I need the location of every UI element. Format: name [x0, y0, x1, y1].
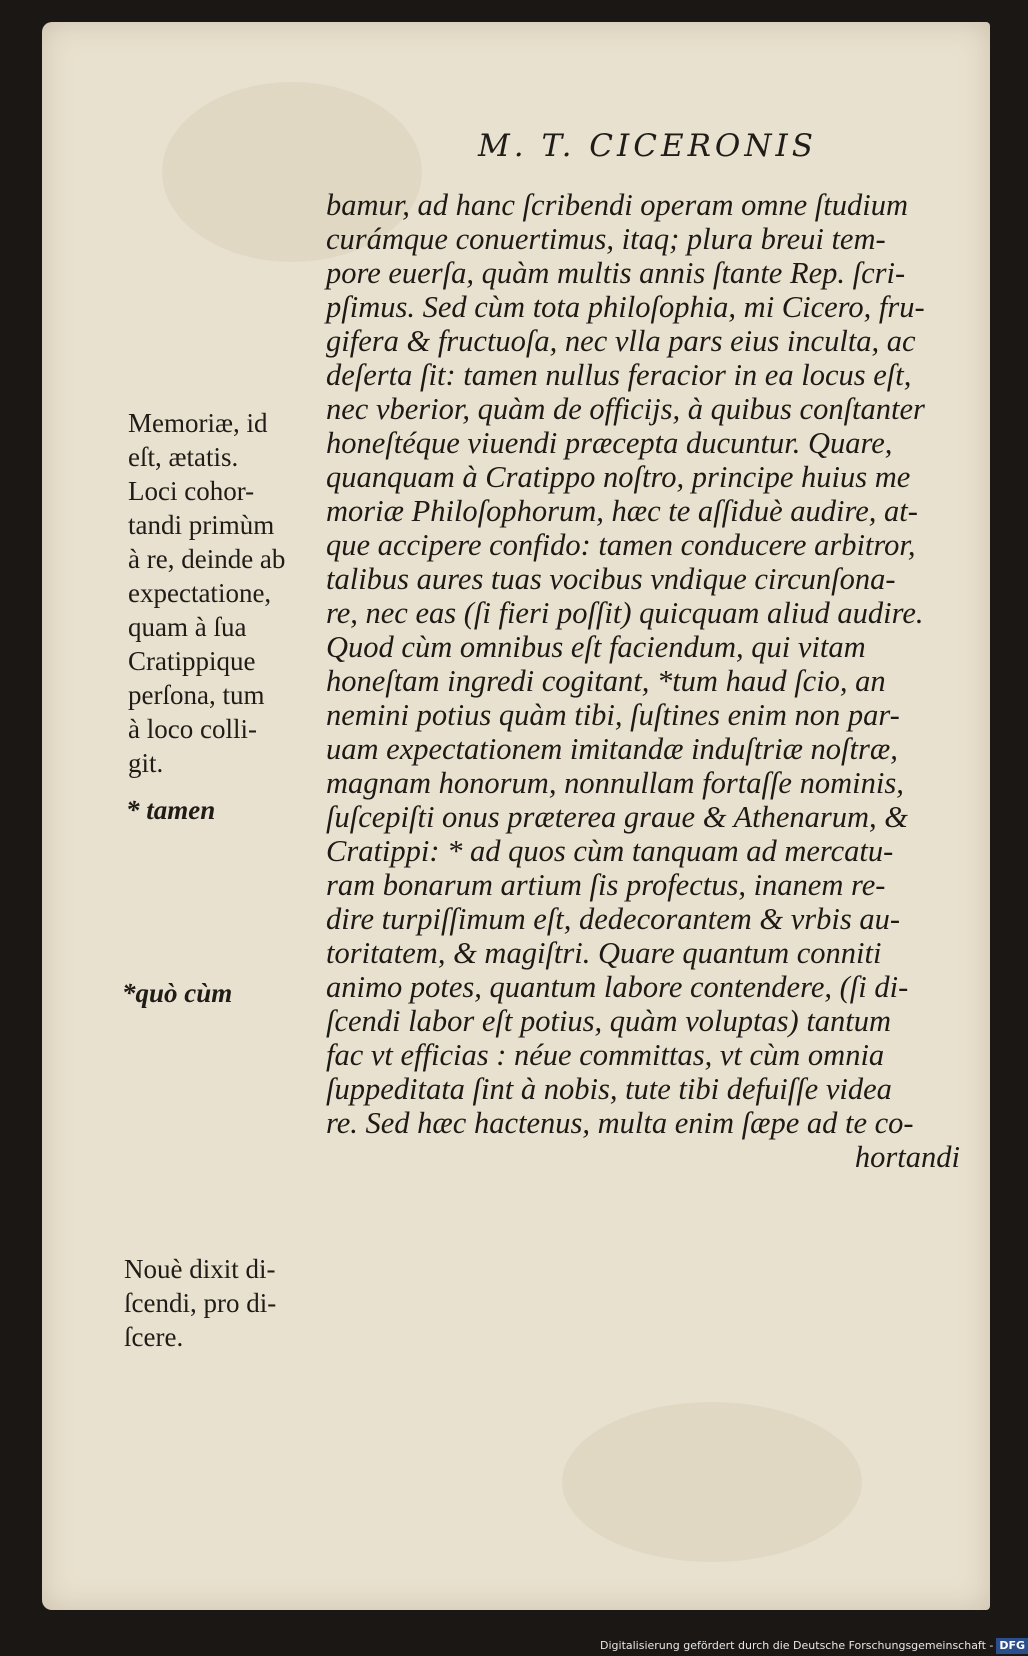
text-line: Cratippi: * ad quos cùm tanquam ad mercatu- [326, 834, 894, 868]
marginal-note-line: quam à ſua [128, 612, 247, 642]
text-line: nemini potius quàm tibi, ſuſtines enim non par- [326, 698, 900, 732]
text-line: ram bonarum artium ſis profectus, inanem re- [326, 868, 886, 902]
marginal-note [128, 406, 318, 780]
marginal-note-line: perſona, tum [128, 680, 265, 710]
text-line: fac vt efficias : néue committas, vt cùm omnia [326, 1038, 885, 1072]
marginal-note-line: Cratippique [128, 646, 256, 676]
text-line: que accipere confido: tamen conducere arbitror, [326, 528, 916, 562]
text-line: honeſtam ingredi cogitant, *tum haud ſcio, an [326, 664, 886, 698]
marginal-note-line: ſcere. [124, 1322, 184, 1352]
text-line: moriæ Philoſophorum, hæc te aſſiduè audire, at- [326, 494, 918, 528]
text-line: pore euerſa, quàm multis annis ſtante Rep. ſcri- [326, 256, 906, 290]
text-line: honeſtéque viuendi præcepta ducuntur. Quare, [326, 426, 893, 460]
text-line: quanquam à Cratippo noſtro, principe huius me [326, 460, 911, 494]
text-line: curámque conuertimus, itaq; plura breui tem- [326, 222, 886, 256]
marginal-note-line: expectatione, [128, 578, 272, 608]
marginal-note-line: eſt, ætatis. [128, 442, 239, 472]
text-line: toritatem, & magiſtri. Quare quantum conniti [326, 936, 882, 970]
digitization-credit [600, 1635, 1026, 1656]
text-line: deſerta ſit: tamen nullus feracior in ea locus eſt, [326, 358, 912, 392]
marginal-note-line: à re, deinde ab [128, 544, 286, 574]
marginal-note [124, 1252, 314, 1354]
text-line: bamur, ad hanc ſcribendi operam omne ſtudium [326, 188, 908, 222]
dfg-logo: DFG [996, 1638, 1028, 1654]
marginal-note-line: *quò cùm [122, 978, 233, 1008]
text-line: uam expectationem imitandæ induſtriæ noſtræ, [326, 732, 898, 766]
marginal-note-line: * tamen [126, 795, 216, 825]
text-line: animo potes, quantum labore contendere, (ſi di- [326, 970, 909, 1004]
text-line: nec vberior, quàm de officijs, à quibus conſtanter [326, 392, 925, 426]
marginal-variant-note [122, 976, 312, 1010]
text-line: talibus aures tuas vocibus vndique circunſona- [326, 562, 896, 596]
text-line: re, nec eas (ſi fieri poſſit) quicquam aliud audire. [326, 596, 924, 630]
credit-text: Digitalisierung gefördert durch die Deutsche Forschungsgemeinschaft - [600, 1639, 994, 1652]
marginal-note-line: tandi primùm [128, 510, 275, 540]
paper-stain [562, 1402, 862, 1562]
text-line: ſuppeditata ſint à nobis, tute tibi defuiſſe videa [326, 1072, 892, 1106]
marginal-note-line: Memoriæ, id [128, 408, 268, 438]
text-line: magnam honorum, nonnullam fortaſſe nominis, [326, 766, 904, 800]
marginal-note-line: git. [128, 748, 164, 778]
marginal-note-line: Nouè dixit di- [124, 1254, 276, 1284]
marginal-note-line: ſcendi, pro di- [124, 1288, 277, 1318]
marginal-note-line: Loci cohor- [128, 476, 255, 506]
marginal-variant-note [126, 793, 316, 827]
text-line: dire turpiſſimum eſt, dedecorantem & vrbis au- [326, 902, 901, 936]
text-line: ſuſcepiſti onus præterea graue & Athenarum, & [326, 800, 909, 834]
text-line: pſimus. Sed cùm tota philoſophia, mi Cicero, fru- [326, 290, 925, 324]
marginal-note-line: à loco colli- [128, 714, 257, 744]
text-line: re. Sed hæc hactenus, multa enim ſæpe ad te co- [326, 1106, 914, 1140]
running-head: M. T. CICERONIS [478, 128, 817, 164]
text-line: Quod cùm omnibus eſt faciendum, qui vitam [326, 630, 866, 664]
text-line: ſcendi labor eſt potius, quàm voluptas) tantum [326, 1004, 892, 1038]
main-text-block [326, 188, 960, 1174]
catchword: hortandi [854, 1140, 960, 1174]
text-line: gifera & fructuoſa, nec vlla pars eius inculta, ac [326, 324, 916, 358]
